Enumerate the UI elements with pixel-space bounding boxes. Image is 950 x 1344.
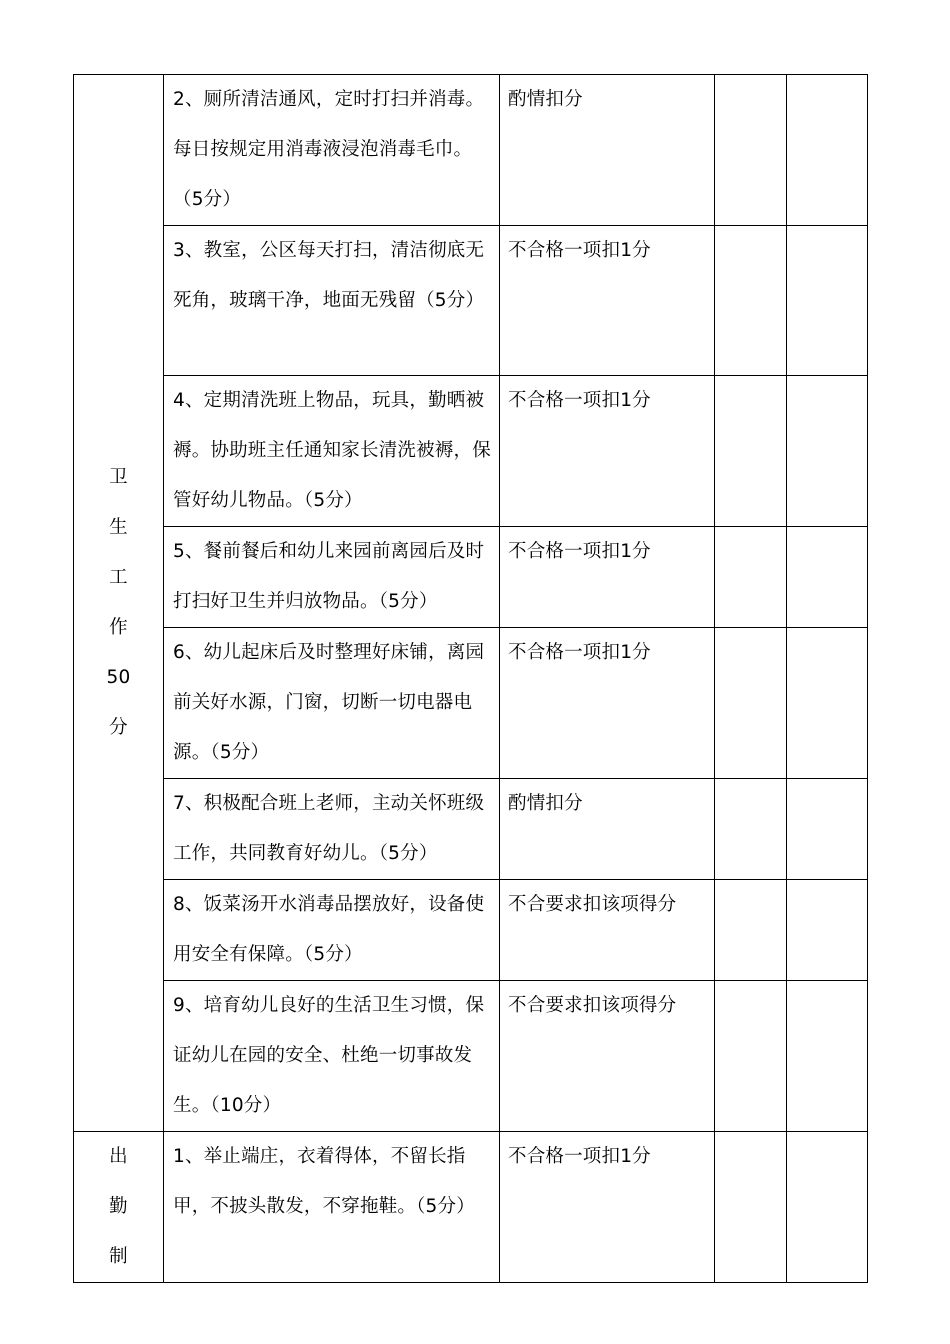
- table-row: [74, 527, 868, 628]
- table-row: [74, 1132, 868, 1283]
- score-cell-empty: [787, 226, 868, 376]
- rule-cell: [500, 880, 715, 981]
- deduction-rule: 不合格一项扣1分: [508, 1146, 651, 1167]
- table-row: [74, 981, 868, 1132]
- item-content: 4、定期清洗班上物品，玩具，勤晒被褥。协助班主任通知家长清洗被褥，保管好幼儿物品。（5分）: [173, 390, 491, 511]
- item-content: 6、幼儿起床后及时整理好床铺，离园前关好水源，门窗，切断一切电器电源。（5分）: [173, 642, 485, 763]
- score-cell-empty: [787, 779, 868, 880]
- category-char: 50: [106, 667, 131, 688]
- rule-cell: [500, 779, 715, 880]
- table-row: [74, 75, 868, 226]
- table-row: [74, 779, 868, 880]
- rule-cell: [500, 376, 715, 527]
- content-cell: [164, 628, 500, 779]
- content-cell: [164, 527, 500, 628]
- content-cell: [164, 75, 500, 226]
- score-cell-empty: [715, 880, 787, 981]
- rule-cell: [500, 1132, 715, 1283]
- category-cell-hygiene: [74, 75, 164, 1132]
- content-cell: [164, 376, 500, 527]
- category-char: 出: [109, 1146, 128, 1167]
- rule-cell: [500, 981, 715, 1132]
- score-cell-empty: [787, 376, 868, 527]
- score-cell-empty: [715, 75, 787, 226]
- score-cell-empty: [715, 376, 787, 527]
- table-row: [74, 880, 868, 981]
- score-cell-empty: [715, 628, 787, 779]
- score-cell-empty: [715, 779, 787, 880]
- score-cell-empty: [787, 527, 868, 628]
- table-row: [74, 226, 868, 376]
- category-char: 生: [109, 517, 128, 538]
- score-cell-empty: [715, 226, 787, 376]
- rule-cell: [500, 226, 715, 376]
- category-char: 分: [109, 717, 128, 738]
- score-cell-empty: [787, 880, 868, 981]
- item-content: 5、餐前餐后和幼儿来园前离园后及时打扫好卫生并归放物品。（5分）: [173, 541, 485, 612]
- score-cell-empty: [715, 527, 787, 628]
- score-cell-empty: [787, 75, 868, 226]
- deduction-rule: 不合格一项扣1分: [508, 240, 651, 261]
- content-cell: [164, 981, 500, 1132]
- score-cell-empty: [787, 981, 868, 1132]
- item-content: 8、饭菜汤开水消毒品摆放好，设备使用安全有保障。（5分）: [173, 894, 485, 965]
- table-row: [74, 376, 868, 527]
- deduction-rule: 不合格一项扣1分: [508, 642, 651, 663]
- deduction-rule: 酌情扣分: [508, 89, 583, 110]
- item-content: 7、积极配合班上老师，主动关怀班级工作，共同教育好幼儿。（5分）: [173, 793, 485, 864]
- deduction-rule: 不合格一项扣1分: [508, 541, 651, 562]
- category-char: 卫: [109, 467, 128, 488]
- evaluation-table: [73, 74, 868, 1283]
- table-row: [74, 628, 868, 779]
- item-content: 9、培育幼儿良好的生活卫生习惯，保证幼儿在园的安全、杜绝一切事故发生。（10分）: [173, 995, 485, 1116]
- score-cell-empty: [715, 981, 787, 1132]
- content-cell: [164, 226, 500, 376]
- category-cell-attendance: [74, 1132, 164, 1283]
- item-content: 2、厕所清洁通风，定时打扫并消毒。每日按规定用消毒液浸泡消毒毛巾。（5分）: [173, 89, 485, 210]
- score-cell-empty: [787, 1132, 868, 1283]
- category-char: 作: [109, 617, 128, 638]
- rule-cell: [500, 75, 715, 226]
- content-cell: [164, 779, 500, 880]
- content-cell: [164, 880, 500, 981]
- content-cell: [164, 1132, 500, 1283]
- rule-cell: [500, 527, 715, 628]
- rule-cell: [500, 628, 715, 779]
- score-cell-empty: [787, 628, 868, 779]
- category-char: 工: [109, 567, 128, 588]
- deduction-rule: 不合要求扣该项得分: [508, 894, 677, 915]
- category-char: 制: [109, 1246, 128, 1267]
- category-char: 勤: [109, 1196, 128, 1217]
- deduction-rule: 酌情扣分: [508, 793, 583, 814]
- item-content: 3、教室，公区每天打扫，清洁彻底无死角，玻璃干净，地面无残留（5分）: [173, 240, 485, 311]
- score-cell-empty: [715, 1132, 787, 1283]
- item-content: 1、举止端庄，衣着得体，不留长指甲，不披头散发，不穿拖鞋。（5分）: [173, 1146, 475, 1217]
- deduction-rule: 不合要求扣该项得分: [508, 995, 677, 1016]
- deduction-rule: 不合格一项扣1分: [508, 390, 651, 411]
